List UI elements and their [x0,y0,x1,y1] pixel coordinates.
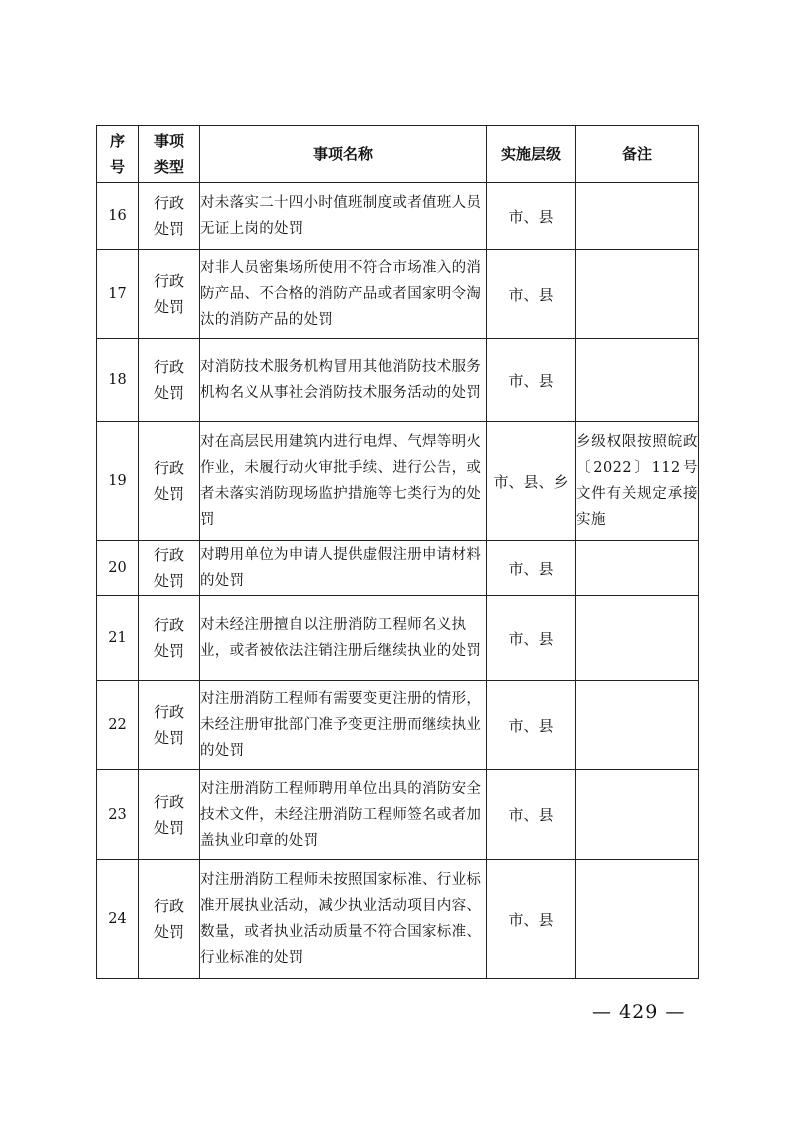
row-number: 19 [97,422,139,541]
row-type: 行政处罚 [139,770,200,860]
row-number: 20 [97,541,139,596]
table-row [97,541,699,596]
row-name: 对聘用单位为申请人提供虚假注册申请材料的处罚 [200,541,487,596]
row-note [576,541,699,596]
row-level: 市、县 [487,339,576,422]
row-number: 24 [97,860,139,979]
header-note: 备注 [576,126,699,183]
table-row [97,770,699,860]
row-number: 18 [97,339,139,422]
row-type: 行政处罚 [139,422,200,541]
row-note [576,250,699,339]
row-level: 市、县 [487,770,576,860]
table-header-row [97,126,699,183]
row-note [576,596,699,681]
row-type: 行政处罚 [139,339,200,422]
row-type: 行政处罚 [139,860,200,979]
header-type: 事项类型 [139,126,200,183]
row-type: 行政处罚 [139,183,200,250]
items-table [96,125,699,979]
row-type: 行政处罚 [139,681,200,770]
row-level: 市、县 [487,681,576,770]
table-row [97,250,699,339]
row-name: 对未落实二十四小时值班制度或者值班人员无证上岗的处罚 [200,183,487,250]
page-number: — 429 — [592,1001,686,1023]
row-note [576,183,699,250]
row-note [576,681,699,770]
row-note [576,339,699,422]
header-level: 实施层级 [487,126,576,183]
row-type: 行政处罚 [139,250,200,339]
table-row [97,422,699,541]
header-seq: 序号 [97,126,139,183]
row-level: 市、县 [487,596,576,681]
row-level: 市、县 [487,541,576,596]
row-number: 16 [97,183,139,250]
row-number: 22 [97,681,139,770]
table-row [97,596,699,681]
row-note: 乡级权限按照皖政〔2022〕112号文件有关规定承接实施 [576,422,699,541]
row-note [576,860,699,979]
row-name: 对注册消防工程师未按照国家标准、行业标准开展执业活动，减少执业活动项目内容、数量，或者执业活动质量不符合国家标准、行业标准的处罚 [200,860,487,979]
row-note [576,770,699,860]
row-type: 行政处罚 [139,541,200,596]
row-name: 对注册消防工程师有需要变更注册的情形，未经注册审批部门准予变更注册而继续执业的处罚 [200,681,487,770]
row-level: 市、县 [487,250,576,339]
row-number: 23 [97,770,139,860]
row-name: 对未经注册擅自以注册消防工程师名义执业，或者被依法注销注册后继续执业的处罚 [200,596,487,681]
row-level: 市、县、乡 [487,422,576,541]
row-name: 对在高层民用建筑内进行电焊、气焊等明火作业，未履行动火审批手续、进行公告，或者未落实消防现场监护措施等七类行为的处罚 [200,422,487,541]
table-row [97,339,699,422]
row-number: 17 [97,250,139,339]
table-row [97,681,699,770]
header-name: 事项名称 [200,126,487,183]
row-name: 对非人员密集场所使用不符合市场准入的消防产品、不合格的消防产品或者国家明令淘汰的消防产品的处罚 [200,250,487,339]
row-type: 行政处罚 [139,596,200,681]
table-row [97,183,699,250]
row-level: 市、县 [487,183,576,250]
row-name: 对消防技术服务机构冒用其他消防技术服务机构名义从事社会消防技术服务活动的处罚 [200,339,487,422]
row-name: 对注册消防工程师聘用单位出具的消防安全技术文件，未经注册消防工程师签名或者加盖执业印章的处罚 [200,770,487,860]
row-number: 21 [97,596,139,681]
table-row [97,860,699,979]
row-level: 市、县 [487,860,576,979]
